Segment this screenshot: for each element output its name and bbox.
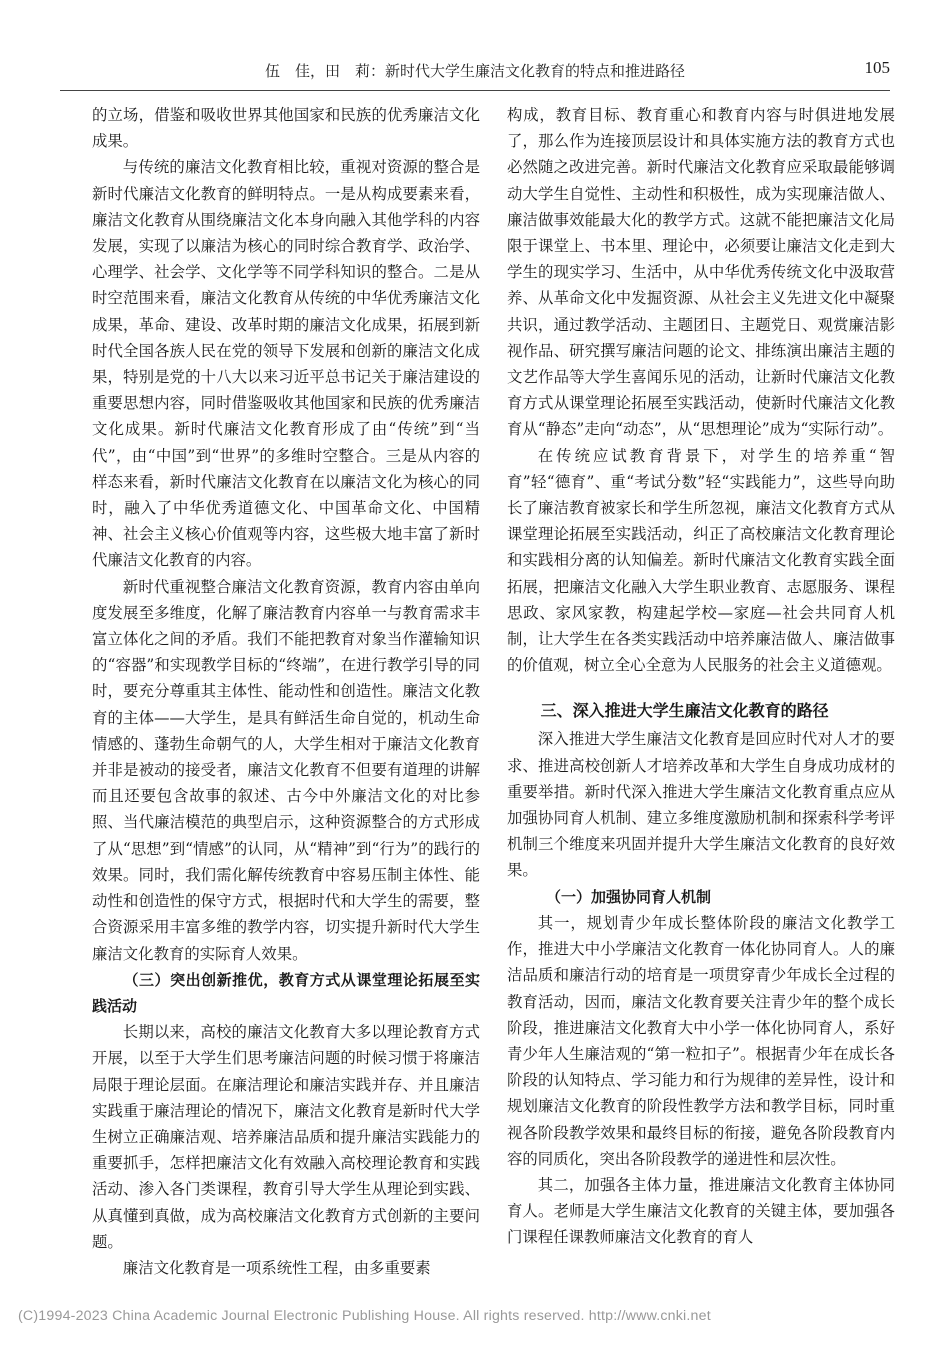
- page-number: 105: [864, 58, 890, 77]
- paragraph: 的立场，借鉴和吸收世界其他国家和民族的优秀廉洁文化成果。: [92, 106, 480, 151]
- left-column: [92, 102, 480, 1281]
- section-heading-1: （一）加强协同育人机制: [546, 887, 712, 906]
- right-column: [507, 102, 895, 1251]
- paragraph: 长期以来，高校的廉洁文化教育大多以理论教育方式开展，以至于大学生们思考廉洁问题的时候习惯于将廉洁局限于理论层面。在廉洁理论和廉洁实践并存、并且廉洁实践重于廉洁理论的情况下，廉洁文化教育是新时代大学生树立正确廉洁观、培养廉洁品质和提升廉洁实践能力的重要抓手，怎样把廉洁文化有效融入高校理论教育和实践活动、渗入各门类课程，教育引导大学生从理论到实践、从真懂到真做，成为高校廉洁文化教育方式创新的主要问题。: [92, 1023, 480, 1251]
- paragraph: 其二，加强各主体力量，推进廉洁文化教育主体协同育人。老师是大学生廉洁文化教育的关键主体，要加强各门课程任课教师廉洁文化教育的育人: [507, 1175, 895, 1247]
- page-header: [60, 56, 890, 91]
- paragraph: 深入推进大学生廉洁文化教育是回应时代对人才的要求、推进高校创新人才培养改革和大学生自身成功成材的重要举措。新时代深入推进大学生廉洁文化教育重点应从加强协同育人机制、建立多维度激励机制和探索科学考评机制三个维度来巩固并提升大学生廉洁文化教育的良好效果。: [507, 730, 895, 880]
- paragraph: 其一，规划青少年成长整体阶段的廉洁文化教学工作，推进大中小学廉洁文化教育一体化协同育人。人的廉洁品质和廉洁行动的培育是一项贯穿青少年成长全过程的教育活动，因而，廉洁文化教育要关注青少年的整个成长阶段，推进廉洁文化教育大中小学一体化协同育人，系好青少年人生廉洁观的“第一粒扣子”。根据青少年在成长各阶段的认知特点、学习能力和行为规律的差异性，设计和规划廉洁文化教育的阶段性教学方法和教学目标，同时重视各阶段教学效果和最终目标的衔接，避免各阶段教育内容的同质化，突出各阶段教学的递进性和层次性。: [507, 913, 895, 1168]
- section-heading-3: （三）突出创新推优，教育方式从课堂理论拓展至实践活动: [92, 970, 480, 1015]
- paragraph: 新时代重视整合廉洁文化教育资源，教育内容由单向度发展至多维度，化解了廉洁教育内容单一与教育需求丰富立体化之间的矛盾。我们不能把教育对象当作灌输知识的“容器”和实现教学目标的“终端”，在进行教学引导的同时，要充分尊重其主体性、能动性和创造性。廉洁文化教育的主体——大学生，是具有鲜活生命自觉的，机动生命情感的、蓬勃生命朝气的人，大学生相对于廉洁文化教育并非是被动的接受者，廉洁文化教育不但要有道理的讲解而且还要包含故事的叙述、古今中外廉洁文化的对比参照、当代廉洁模范的典型启示，这种资源整合的方式形成了从“思想”到“情感”的认同，从“精神”到“行为”的践行的效果。同时，我们需化解传统教育中容易压制主体性、能动性和创造性的保守方式，根据时代和大学生的需要，整合资源采用丰富多维的教学内容，切实提升新时代大学生廉洁文化教育的实际育人效果。: [92, 577, 480, 963]
- part-heading: 三、深入推进大学生廉洁文化教育的路径: [540, 701, 829, 721]
- paragraph: 构成，教育目标、教育重心和教育内容与时俱进地发展了，那么作为连接顶层设计和具体实施方法的教育方式也必然随之改进完善。新时代廉洁文化教育应采取最能够调动大学生自觉性、主动性和积极性，成为实现廉洁做人、廉洁做事效能最大化的教学方式。这就不能把廉洁文化局限于课堂上、书本里、理论中，必须要让廉洁文化走到大学生的现实学习、生活中，从中华优秀传统文化中汲取营养、从革命文化中发掘资源、从社会主义先进文化中凝聚共识，通过教学活动、主题团日、主题党日、观赏廉洁影视作品、研究撰写廉洁问题的论文、排练演出廉洁主题的文艺作品等大学生喜闻乐见的活动，让新时代廉洁文化教育方式从课堂理论拓展至实践活动，使新时代廉洁文化教育从“静态”走向“动态”，从“思想理论”成为“实际行动”。: [507, 106, 895, 439]
- copyright-footer: (C)1994-2023 China Academic Journal Electronic Publishing House. All rights reserved. http://www.cnki.net: [18, 1308, 711, 1324]
- paragraph: 在传统应试教育背景下，对学生的培养重“智育”轻“德育”、重“考试分数”轻“实践能力”，这些导向助长了廉洁教育被家长和学生所忽视，廉洁文化教育方式从课堂理论拓展至实践活动，纠正了高校廉洁文化教育理论和实践相分离的认知偏差。新时代廉洁文化教育实践全面拓展，把廉洁文化融入大学生职业教育、志愿服务、课程思政、家风家教，构建起学校—家庭—社会共同育人机制，让大学生在各类实践活动中培养廉洁做人、廉洁做事的价值观，树立全心全意为人民服务的社会主义道德观。: [507, 446, 895, 675]
- paragraph: 与传统的廉洁文化教育相比较，重视对资源的整合是新时代廉洁文化教育的鲜明特点。一是从构成要素来看，廉洁文化教育从围绕廉洁文化本身向融入其他学科的内容发展，实现了以廉洁为核心的同时综合教育学、政治学、心理学、社会学、文化学等不同学科知识的整合。二是从时空范围来看，廉洁文化教育从传统的中华优秀廉洁文化成果，革命、建设、改革时期的廉洁文化成果，拓展到新时代全国各族人民在党的领导下发展和创新的廉洁文化成果，特别是党的十八大以来习近平总书记关于廉洁建设的重要思想内容，同时借鉴吸收其他国家和民族的优秀廉洁文化成果。新时代廉洁文化教育形成了由“传统”到“当代”，由“中国”到“世界”的多维时空整合。三是从内容的样态来看，新时代廉洁文化教育在以廉洁文化为核心的同时，融入了中华优秀道德文化、中国革命文化、中国精神、社会主义核心价值观等内容，这些极大地丰富了新时代廉洁文化教育的内容。: [92, 158, 480, 570]
- paragraph: 廉洁文化教育是一项系统性工程，由多重要素: [122, 1258, 431, 1277]
- running-title: 伍 佳，田 莉：新时代大学生廉洁文化教育的特点和推进路径: [264, 62, 685, 80]
